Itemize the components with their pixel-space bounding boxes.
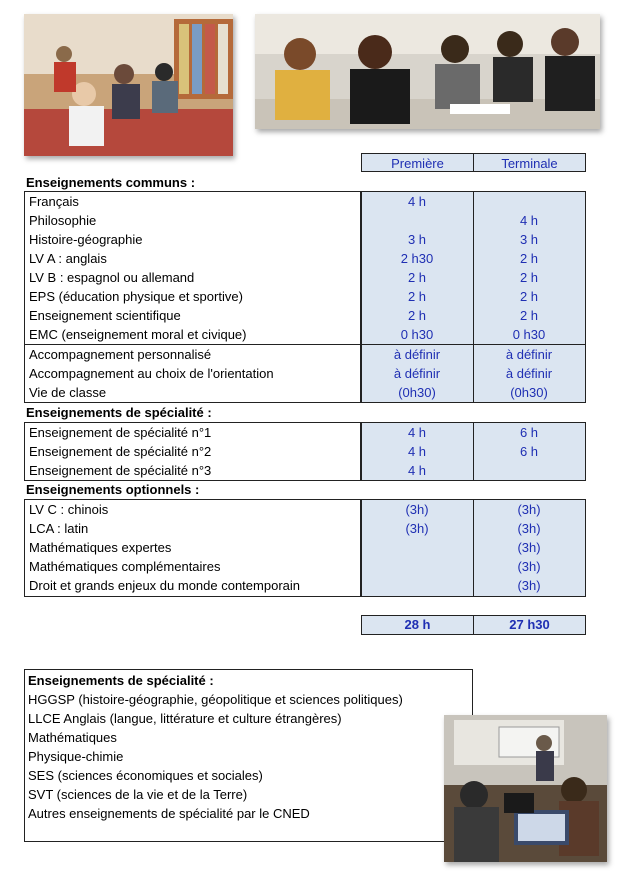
row-label: LV B : espagnol ou allemand bbox=[29, 270, 195, 285]
row-label: EPS (éducation physique et sportive) bbox=[29, 289, 243, 304]
row-premiere: 3 h bbox=[407, 232, 427, 247]
row-terminale: (3h) bbox=[517, 521, 541, 536]
table-row bbox=[0, 500, 621, 519]
row-terminale: (3h) bbox=[517, 559, 541, 574]
list-item: LLCE Anglais (langue, littérature et culture étrangères) bbox=[28, 711, 342, 726]
table-row bbox=[0, 325, 621, 344]
row-premiere: (3h) bbox=[405, 502, 429, 517]
table-row bbox=[0, 249, 621, 268]
list-item: Mathématiques bbox=[28, 730, 117, 745]
table-row bbox=[0, 538, 621, 557]
table-row bbox=[0, 442, 621, 461]
section-title-optionnels: Enseignements optionnels : bbox=[26, 482, 200, 497]
table-row bbox=[0, 557, 621, 576]
row-premiere: 2 h bbox=[407, 308, 427, 323]
row-premiere: 2 h30 bbox=[400, 251, 434, 266]
total-premiere: 28 h bbox=[361, 615, 474, 635]
row-premiere: 4 h bbox=[407, 194, 427, 209]
row-terminale: à définir bbox=[505, 347, 553, 362]
row-premiere: 0 h30 bbox=[400, 327, 434, 342]
row-terminale: 6 h bbox=[519, 444, 539, 459]
row-terminale: 3 h bbox=[519, 232, 539, 247]
row-terminale: 2 h bbox=[519, 289, 539, 304]
table-row bbox=[0, 519, 621, 538]
section-title-specialite: Enseignements de spécialité : bbox=[26, 405, 212, 420]
row-premiere: 2 h bbox=[407, 289, 427, 304]
table-row bbox=[0, 423, 621, 442]
table-row bbox=[0, 268, 621, 287]
row-label: Enseignement de spécialité n°2 bbox=[29, 444, 212, 459]
row-label: Accompagnement au choix de l'orientation bbox=[29, 366, 274, 381]
row-label: Mathématiques expertes bbox=[29, 540, 172, 555]
row-label: Enseignement scientifique bbox=[29, 308, 181, 323]
library-photo bbox=[24, 14, 233, 156]
row-terminale: (3h) bbox=[517, 540, 541, 555]
row-label: Enseignement de spécialité n°1 bbox=[29, 425, 212, 440]
row-premiere: 4 h bbox=[407, 444, 427, 459]
classroom-photo bbox=[255, 14, 600, 129]
row-terminale: 6 h bbox=[519, 425, 539, 440]
row-label: Philosophie bbox=[29, 213, 97, 228]
row-terminale: à définir bbox=[505, 366, 553, 381]
row-premiere: (0h30) bbox=[398, 385, 436, 400]
row-premiere: 2 h bbox=[407, 270, 427, 285]
table-row bbox=[0, 287, 621, 306]
row-terminale: 2 h bbox=[519, 251, 539, 266]
list-item: SES (sciences économiques et sociales) bbox=[28, 768, 263, 783]
row-premiere: 4 h bbox=[407, 463, 427, 478]
row-label: LV A : anglais bbox=[29, 251, 107, 266]
section-title-communs: Enseignements communs : bbox=[26, 175, 196, 190]
table-row bbox=[0, 230, 621, 249]
table-row bbox=[0, 576, 621, 595]
row-terminale: (3h) bbox=[517, 578, 541, 593]
list-item: Physique-chimie bbox=[28, 749, 124, 764]
list-item: Autres enseignements de spécialité par le CNED bbox=[28, 806, 310, 821]
table-row bbox=[0, 192, 621, 211]
row-terminale: 0 h30 bbox=[512, 327, 546, 342]
row-premiere: 4 h bbox=[407, 425, 427, 440]
row-label: Mathématiques complémentaires bbox=[29, 559, 221, 574]
table-row bbox=[0, 345, 621, 364]
students-laptops-photo bbox=[444, 715, 607, 862]
row-label: EMC (enseignement moral et civique) bbox=[29, 327, 247, 342]
row-label: Vie de classe bbox=[29, 385, 107, 400]
header-terminale: Terminale bbox=[473, 153, 586, 172]
row-premiere: à définir bbox=[393, 347, 441, 362]
row-terminale: (3h) bbox=[517, 502, 541, 517]
list-item: SVT (sciences de la vie et de la Terre) bbox=[28, 787, 248, 802]
row-terminale: (0h30) bbox=[510, 385, 548, 400]
row-terminale: 2 h bbox=[519, 308, 539, 323]
header-premiere: Première bbox=[361, 153, 474, 172]
row-label: LV C : chinois bbox=[29, 502, 109, 517]
table-row bbox=[0, 461, 621, 480]
specialites-title: Enseignements de spécialité : bbox=[28, 673, 214, 688]
row-label: Accompagnement personnalisé bbox=[29, 347, 212, 362]
row-label: Droit et grands enjeux du monde contemporain bbox=[29, 578, 300, 593]
row-terminale: 2 h bbox=[519, 270, 539, 285]
row-label: LCA : latin bbox=[29, 521, 89, 536]
table-row bbox=[0, 211, 621, 230]
row-label: Histoire-géographie bbox=[29, 232, 143, 247]
list-item: HGGSP (histoire-géographie, géopolitique et sciences politiques) bbox=[28, 692, 403, 707]
row-premiere: (3h) bbox=[405, 521, 429, 536]
row-label: Enseignement de spécialité n°3 bbox=[29, 463, 212, 478]
row-terminale: 4 h bbox=[519, 213, 539, 228]
total-terminale: 27 h30 bbox=[473, 615, 586, 635]
row-premiere: à définir bbox=[393, 366, 441, 381]
table-row bbox=[0, 383, 621, 402]
row-label: Français bbox=[29, 194, 79, 209]
table-row bbox=[0, 306, 621, 325]
table-row bbox=[0, 364, 621, 383]
